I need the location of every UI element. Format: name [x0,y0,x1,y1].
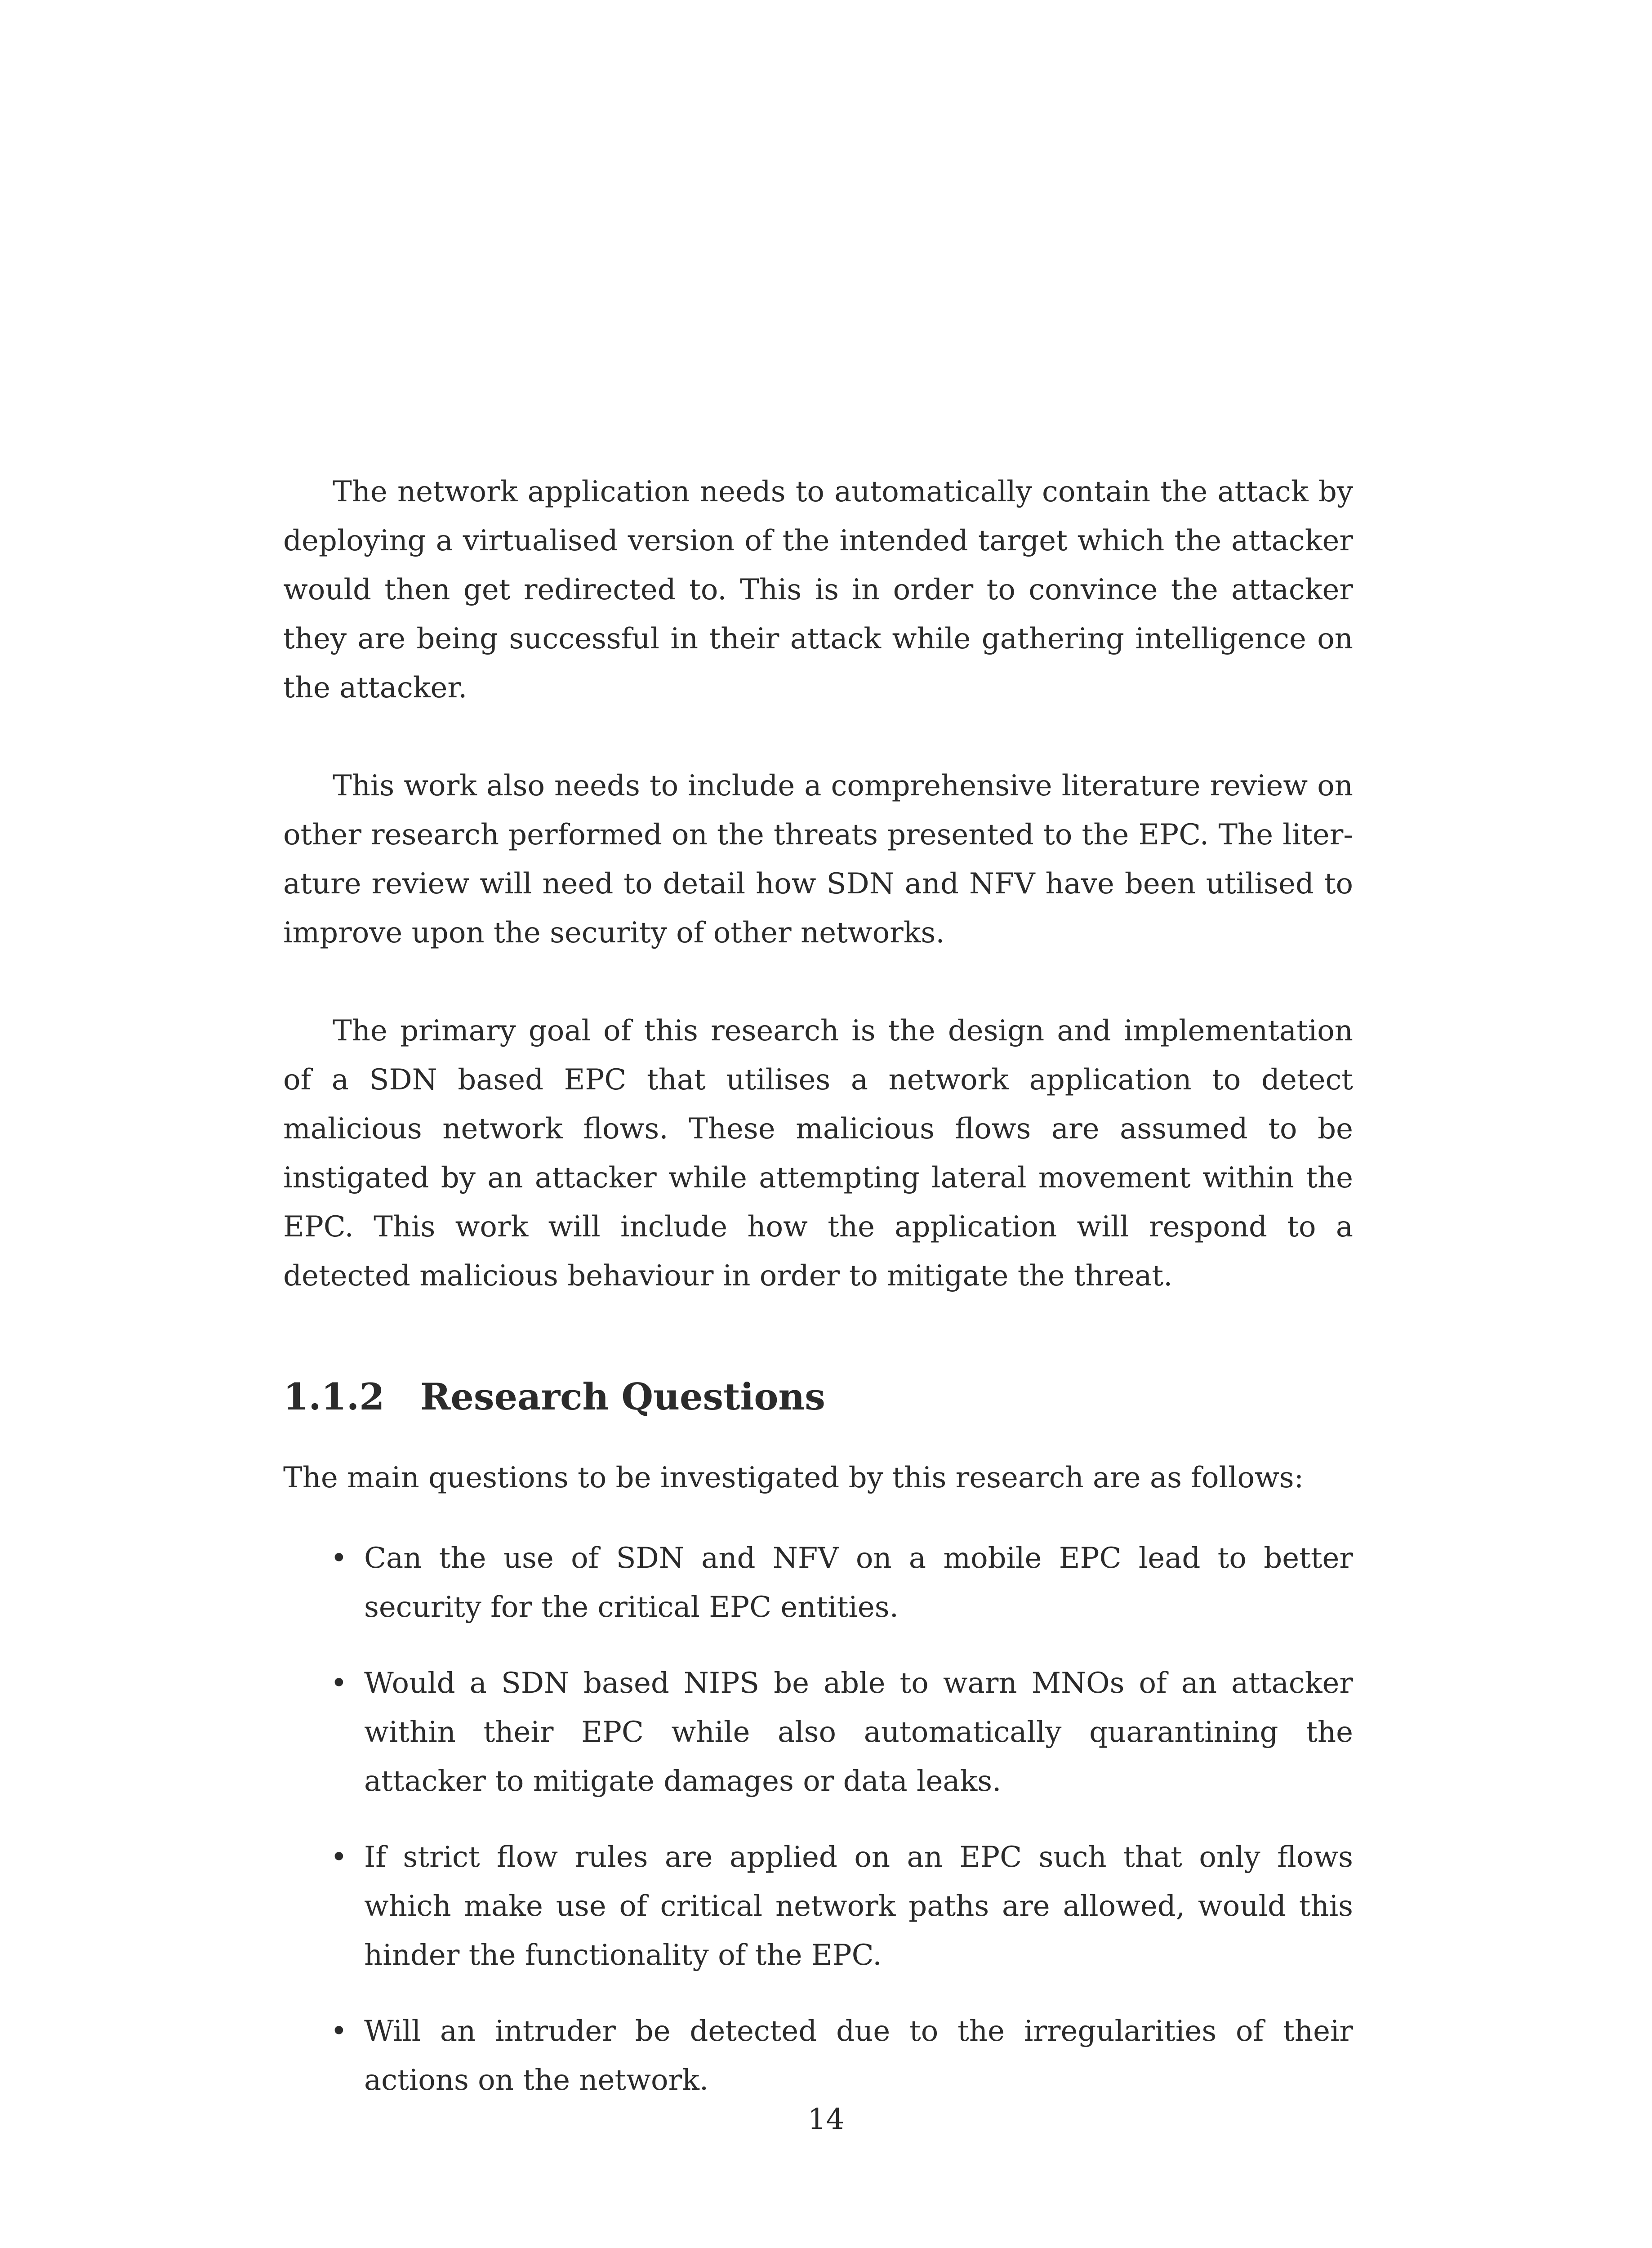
list-item [283,1833,1353,1980]
bullet-icon: • [330,1667,347,1700]
bullet-icon: • [330,1542,347,1575]
page-body [283,468,1353,2132]
section-intro: The main questions to be investigated by this research are as follows: [283,1461,1304,1494]
list-item [283,2007,1353,2105]
list-item [283,1659,1353,1806]
list-item [283,1534,1353,1632]
section-heading [283,1373,1353,1422]
list-item-text: Can the use of SDN and NFV on a mobile EPC lead to better security for the critical EPC entities. [364,1542,1353,1624]
section-title: Research Questions [420,1376,825,1418]
paragraph-network-application: The network application needs to automatically contain the attack by deploying a virtualised version of the intended target which the attacker would then get redirected to. This is in order to convince the attacker they are being successful in their attack while gathering intelligence on the attacker. [283,475,1353,705]
bullet-icon: • [330,1841,347,1874]
research-questions-list [283,1534,1353,2105]
paragraph-primary-goal: The primary goal of this research is the design and implementation of a SDN based EPC that utilises a network application to detect malicious network flows. These malicious flows are assumed to be instigated by an attacker while attempting lateral movement within the EPC. This work will include how the application will respond to a detected malicious behaviour in order to mitigate the threat. [283,1014,1353,1293]
list-item-text: If strict flow rules are applied on an EPC such that only flows which make use of critical network paths are allowed, would this hinder the functionality of the EPC. [364,1841,1353,1972]
bullet-icon: • [330,2015,347,2048]
paragraph-literature-review: This work also needs to include a comprehensive literature review on other research performed on the threats presented to the EPC. The literature review will need to detail how SDN and NFV have been utilised to improve upon the security of other networks. [283,769,1353,950]
list-item-text: Will an intruder be detected due to the irregularities of their actions on the network. [364,2015,1353,2097]
section-number: 1.1.2 [283,1376,385,1418]
page-number: 14 [807,2103,845,2136]
list-item-text: Would a SDN based NIPS be able to warn MNOs of an attacker within their EPC while also automatically quarantining the attacker to mitigate damages or data leaks. [364,1667,1353,1798]
